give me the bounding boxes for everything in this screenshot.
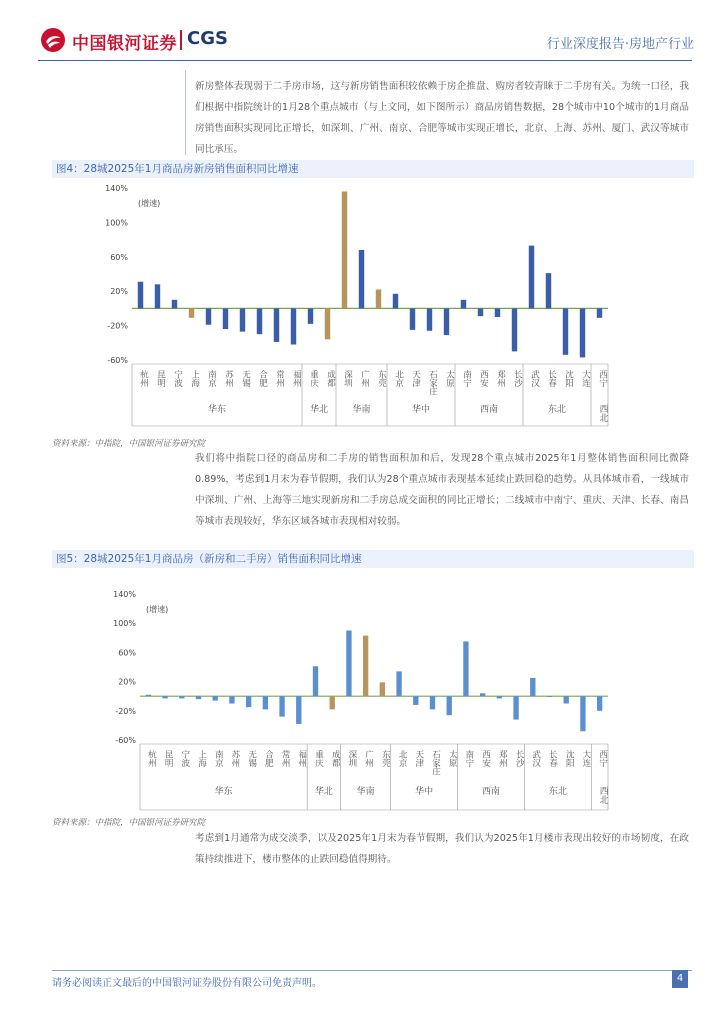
bar-常州 <box>274 308 279 342</box>
y-tick-label: 140% <box>105 184 128 193</box>
y-tick-label: 20% <box>118 677 136 687</box>
bar-沈阳 <box>564 696 569 703</box>
category-label: 昆明 <box>163 750 174 767</box>
y-axis-label: (增速) <box>146 605 169 614</box>
category-label: 宁波 <box>179 750 190 767</box>
bar-无锡 <box>246 696 251 707</box>
y-tick-label: -60% <box>115 736 136 745</box>
y-tick-label: 140% <box>113 590 136 599</box>
y-tick-label: 20% <box>110 287 128 297</box>
category-label: 南宁 <box>463 750 474 767</box>
bar-南京 <box>206 308 211 324</box>
region-label: 华南 <box>356 787 375 797</box>
region-label: 华北 <box>309 405 329 415</box>
bar-昆明 <box>162 696 167 698</box>
region-label: 华东 <box>207 405 227 415</box>
bar-合肥 <box>263 696 268 709</box>
category-label: 南京 <box>213 750 224 767</box>
category-label: 宁波 <box>172 370 183 387</box>
bar-苏州 <box>223 308 228 329</box>
figure-5-svg <box>52 580 692 812</box>
bar-福州 <box>296 696 301 724</box>
figure-4-svg <box>52 180 692 432</box>
bar-太原 <box>444 308 449 335</box>
side-rule <box>185 70 186 155</box>
bar-宁波 <box>172 300 177 309</box>
bar-长沙 <box>512 308 517 351</box>
category-label: 成都 <box>330 750 341 767</box>
bar-广州 <box>363 636 368 697</box>
bar-大连 <box>580 308 585 357</box>
bar-西安 <box>480 693 485 696</box>
category-label: 苏州 <box>223 370 234 387</box>
category-label: 长沙 <box>514 750 525 767</box>
company-name: 中国银河证券 <box>72 34 177 54</box>
region-label: 西南 <box>479 405 499 415</box>
bar-长沙 <box>513 696 518 719</box>
bar-南宁 <box>463 641 468 696</box>
bar-杭州 <box>138 282 143 309</box>
category-label: 昆明 <box>155 370 166 387</box>
region-label: 西北 <box>597 786 608 804</box>
y-tick-label: 100% <box>113 619 136 629</box>
bar-上海 <box>196 696 201 699</box>
bar-深圳 <box>342 191 347 308</box>
bar-郑州 <box>497 696 502 698</box>
category-label: 东莞 <box>376 370 387 387</box>
category-label: 石家庄 <box>427 370 438 396</box>
category-label: 合肥 <box>263 750 274 767</box>
y-tick-label: -60% <box>107 356 128 365</box>
category-label: 武汉 <box>530 750 541 767</box>
figure-5-source: 资料来源：中指院，中国银河证券研究院 <box>52 818 206 828</box>
category-label: 大连 <box>580 750 591 767</box>
category-label: 上海 <box>189 370 200 387</box>
bar-南京 <box>213 696 218 700</box>
bar-成都 <box>325 308 330 339</box>
category-label: 西宁 <box>597 370 608 387</box>
category-label: 广州 <box>363 750 374 767</box>
category-label: 重庆 <box>308 370 319 387</box>
region-label: 华北 <box>314 787 333 797</box>
bar-郑州 <box>495 308 500 317</box>
bar-南宁 <box>461 300 466 309</box>
category-label: 杭州 <box>146 750 157 767</box>
bar-合肥 <box>257 308 262 334</box>
bar-宁波 <box>179 696 184 698</box>
category-label: 福州 <box>291 370 302 387</box>
y-tick-label: -20% <box>115 706 136 716</box>
region-label: 西南 <box>481 787 501 797</box>
bar-苏州 <box>229 696 234 703</box>
category-label: 沈阳 <box>564 750 575 767</box>
category-label: 郑州 <box>497 750 508 767</box>
bar-沈阳 <box>563 308 568 354</box>
report-type: 行业深度报告·房地产行业 <box>546 37 694 52</box>
body-paragraph-2: 我们将中指院口径的商品房和二手房的销售面积加和后，发现28个重点城市2025年1月整体销售面积同比微降0.89%，考虑到1月末为春节假期，我们认为28个重点城市表现基本延续止跌回稳的趋势。从具体城市看，一线城市中深圳、广州、上海等三地实现新房和二手房总成交面积的同比正增长；二线城市中南宁、重庆、天津、长春、南昌等城市表现较好，华东区域各城市表现相对较弱。 <box>195 453 689 527</box>
bar-石家庄 <box>430 696 435 709</box>
category-label: 成都 <box>325 370 336 387</box>
category-label: 太原 <box>447 750 458 767</box>
category-label: 南京 <box>206 370 217 387</box>
bar-太原 <box>447 696 452 715</box>
figure-5-chart <box>52 580 692 812</box>
bar-大连 <box>580 696 585 731</box>
bar-上海 <box>189 308 194 317</box>
footer-divider <box>52 970 692 971</box>
bar-武汉 <box>529 246 534 309</box>
page-number: 4 <box>672 970 688 988</box>
category-label: 南宁 <box>461 370 472 387</box>
category-label: 重庆 <box>313 750 324 767</box>
y-axis-label: (增速) <box>138 199 161 208</box>
category-label: 郑州 <box>495 370 506 387</box>
category-label: 常州 <box>280 750 291 767</box>
category-label: 苏州 <box>229 750 240 767</box>
figure-4-source: 资料来源：中指院，中国银河证券研究院 <box>52 439 206 449</box>
category-label: 长沙 <box>512 370 523 387</box>
category-label: 长春 <box>547 750 558 767</box>
bar-天津 <box>410 308 415 330</box>
bar-重庆 <box>313 666 318 696</box>
category-label: 上海 <box>196 750 207 767</box>
bar-长春 <box>546 273 551 308</box>
bar-无锡 <box>240 308 245 331</box>
category-label: 合肥 <box>257 370 268 387</box>
category-label: 大连 <box>580 370 591 387</box>
category-label: 天津 <box>410 370 421 387</box>
category-label: 石家庄 <box>430 750 441 776</box>
category-label: 太原 <box>444 370 455 387</box>
category-label: 沈阳 <box>563 370 574 387</box>
bar-武汉 <box>530 678 535 696</box>
category-label: 武汉 <box>529 370 540 387</box>
region-label: 华南 <box>352 405 371 415</box>
body-paragraph-3: 考虑到1月通常为成交淡季，以及2025年1月末为春节假期，我们认为2025年1月楼市表现出较好的市场韧度，在政策持续推进下，楼市整体的止跌回稳值得期待。 <box>195 833 689 865</box>
region-label: 东北 <box>547 405 567 415</box>
header-divider <box>38 60 692 61</box>
figure-5-title: 图5：28城2025年1月商品房（新房和二手房）销售面积同比增速 <box>52 550 694 568</box>
bar-西宁 <box>597 696 602 711</box>
bar-成都 <box>330 696 335 709</box>
body-paragraph-1: 新房整体表现弱于二手房市场，这与新房销售面积较依赖于房企推盘、购房者较青睐于二手房有关。为统一口径，我们根据中指院统计的1月28个重点城市（与上文同，如下图所示）商品房销售数据，28个城市中10个城市的1月商品房销售面积实现同比正增长，如深圳、广州、南京、合肥等城市实现正增长，北京、上海、苏州、厦门、武汉等城市同比承压。 <box>195 81 689 155</box>
bar-西安 <box>478 308 483 316</box>
figure-4-title: 图4：28城2025年1月商品房新房销售面积同比增速 <box>52 160 694 178</box>
bar-石家庄 <box>427 308 432 330</box>
category-label: 无锡 <box>240 370 251 387</box>
region-label: 华中 <box>415 787 434 797</box>
bar-杭州 <box>146 695 151 696</box>
y-tick-label: -20% <box>107 321 128 331</box>
category-label: 北京 <box>397 750 408 767</box>
category-label: 深圳 <box>346 750 357 767</box>
bar-北京 <box>393 294 398 309</box>
category-label: 深圳 <box>342 370 353 387</box>
bar-北京 <box>396 671 401 696</box>
region-label: 西北 <box>597 404 608 422</box>
page-header <box>0 0 724 62</box>
category-label: 福州 <box>296 750 307 767</box>
category-label: 无锡 <box>246 750 257 767</box>
logo-divider <box>180 30 182 50</box>
region-label: 华东 <box>214 787 233 797</box>
category-label: 杭州 <box>138 370 149 387</box>
bar-昆明 <box>155 284 160 308</box>
category-label: 天津 <box>413 750 424 767</box>
category-label: 广州 <box>359 370 370 387</box>
category-label: 北京 <box>393 370 404 387</box>
company-abbr: CGS <box>187 28 228 49</box>
category-label: 西安 <box>478 370 489 387</box>
footer-disclaimer: 请务必阅读正文最后的中国银河证券股份有限公司免责声明。 <box>52 978 322 989</box>
y-tick-label: 60% <box>118 648 136 658</box>
bar-广州 <box>359 250 364 308</box>
bar-西宁 <box>597 308 602 317</box>
category-label: 长春 <box>546 370 557 387</box>
y-tick-label: 60% <box>110 252 128 262</box>
bar-重庆 <box>308 308 313 323</box>
bar-深圳 <box>346 631 351 697</box>
bar-天津 <box>413 696 418 705</box>
bar-常州 <box>279 696 284 716</box>
category-label: 西安 <box>480 750 491 767</box>
category-label: 西宁 <box>597 750 608 767</box>
y-tick-label: 100% <box>105 218 128 228</box>
cgs-logo-icon <box>40 27 66 53</box>
region-label: 华中 <box>411 405 431 415</box>
category-label: 常州 <box>274 370 285 387</box>
region-label: 东北 <box>548 787 567 797</box>
bar-长春 <box>547 696 552 697</box>
bar-东莞 <box>376 289 381 308</box>
bar-东莞 <box>380 682 385 696</box>
bar-福州 <box>291 308 296 344</box>
figure-4-chart <box>52 180 692 432</box>
category-label: 东莞 <box>380 750 391 767</box>
